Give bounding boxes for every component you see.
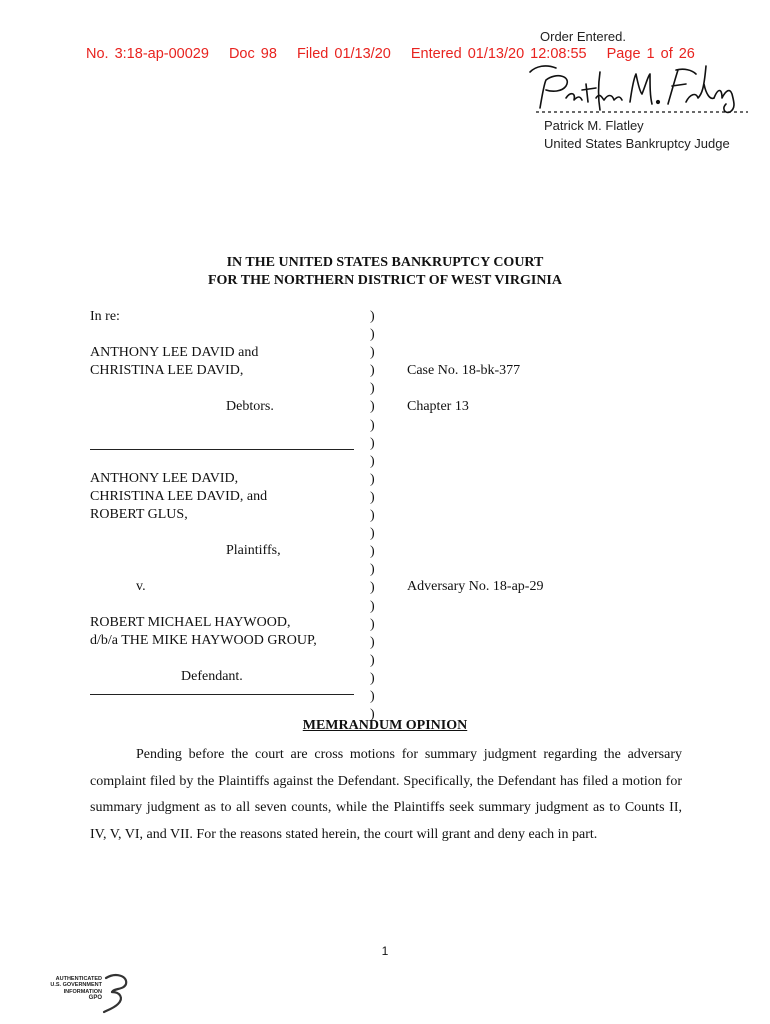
order-entered-label: Order Entered. [540, 29, 626, 44]
judge-title: United States Bankruptcy Judge [544, 136, 730, 151]
caption-plaintiff-1: ANTHONY LEE DAVID, [90, 471, 239, 486]
gpo-logo-line-2: U.S. GOVERNMENT [50, 982, 102, 989]
header-entered: Entered 01/13/20 12:08:55 [410, 46, 587, 62]
eagle-icon [102, 972, 132, 1014]
caption-defendant-label: Defendant. [181, 669, 243, 684]
court-title-line-2: FOR THE NORTHERN DISTRICT OF WEST VIRGINIA [207, 273, 562, 288]
gpo-authenticated-logo [44, 972, 134, 1016]
caption-plaintiffs-label: Plaintiffs, [226, 543, 281, 558]
caption-plaintiff-3: ROBERT GLUS, [90, 507, 188, 522]
header-case-no: No. 3:18-ap-00029 [86, 46, 209, 62]
caption-defendant-1: ROBERT MICHAEL HAYWOOD, [90, 615, 291, 630]
caption-plaintiff-2: CHRISTINA LEE DAVID, and [90, 489, 268, 504]
court-title-line-1: IN THE UNITED STATES BANKRUPTCY COURT [226, 255, 544, 270]
caption-chapter: Chapter 13 [407, 399, 469, 414]
gpo-logo-line-3: INFORMATION [63, 988, 102, 995]
gpo-logo-line-4: GPO [88, 994, 102, 1001]
header-page: Page 1 of 26 [606, 46, 695, 62]
caption-in-re: In re: [90, 309, 120, 324]
judge-signature [526, 58, 751, 116]
caption-divider-2 [90, 694, 354, 695]
header-filed: Filed 01/13/20 [296, 46, 391, 62]
gpo-logo-line-1: AUTHENTICATED [55, 976, 102, 982]
memorandum-title: MEMRANDUM OPINION [302, 718, 468, 733]
caption-debtors-label: Debtors. [226, 399, 274, 414]
caption-versus: v. [136, 579, 146, 594]
opinion-paragraph-text: Pending before the court are cross motions for summary judgment regarding the adversary complaint filed by the Plaintiffs against the Defendant. Specifically, the Defendant has filed a motion for summary judgment as to all seven counts, while the Plaintiffs seek summary judgment as to Counts II, IV, V, VI, and VII. For the reasons stated herein, the court will grant and deny each in part. [90, 747, 682, 842]
caption-adversary-no: Adversary No. 18-ap-29 [407, 579, 544, 594]
caption-debtor-1: ANTHONY LEE DAVID and [90, 345, 259, 360]
caption-debtor-2: CHRISTINA LEE DAVID, [90, 363, 244, 378]
header-doc: Doc 98 [228, 46, 277, 62]
caption-paren-column: ) ) ) ) ) ) ) ) ) ) ) ) ) ) ) ) ) ) ) ) ) ) ) [370, 309, 375, 723]
caption-defendant-2: d/b/a THE MIKE HAYWOOD GROUP, [90, 633, 317, 648]
caption-case-no: Case No. 18-bk-377 [407, 363, 521, 378]
page-number: 1 [381, 944, 389, 958]
caption-divider-1 [90, 449, 354, 450]
opinion-paragraph [90, 742, 682, 848]
judge-name: Patrick M. Flatley [544, 118, 644, 133]
